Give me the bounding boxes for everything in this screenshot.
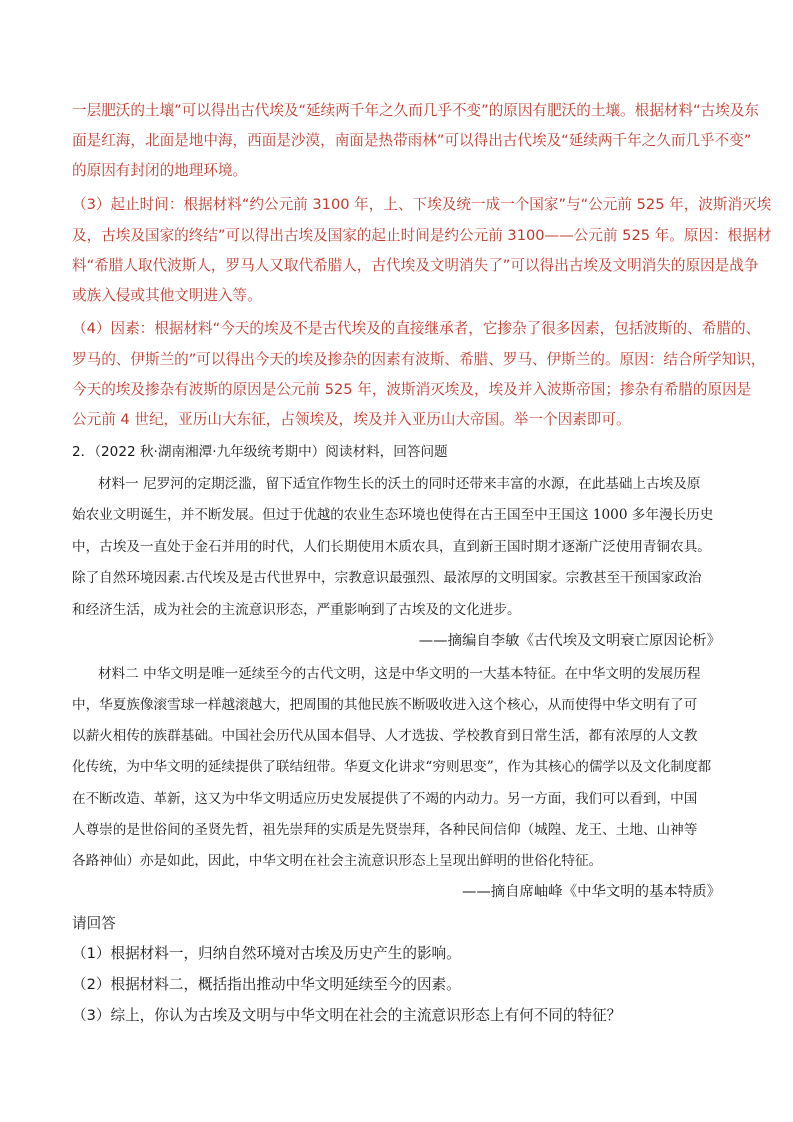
- answer-line: （4）因素：根据材料“今天的埃及不是古代埃及的直接继承者，它掺杂了很多因素，包括波斯的、希腊的、: [72, 320, 761, 337]
- answer-line: 料“希腊人取代波斯人，罗马人又取代希腊人，古代埃及文明消失了”可以得出古埃及文明消失的原因是战争: [72, 257, 759, 274]
- material-source: ——摘编自李敏《古代埃及文明衰亡原因论析》: [418, 633, 721, 649]
- material-line: 人尊崇的是世俗间的圣贤先哲，祖先崇拜的实质是先贤崇拜，各种民间信仰（城隍、龙王、土地、山神等: [72, 822, 698, 838]
- sub-question: （3）综上，你认为古埃及文明与中华文明在社会的主流意识形态上有何不同的特征？: [72, 1007, 622, 1024]
- material-line: 始农业文明诞生，并不断发展。但过于优越的农业生态环境也使得在古王国至中王国这 1000 多年漫长历史: [72, 507, 714, 523]
- answer-line: 或族入侵或其他文明进入等。: [72, 287, 262, 304]
- material-source: ——摘自席岫峰《中华文明的基本特质》: [461, 884, 721, 900]
- material-line: 化传统，为中华文明的延续提供了联结纽带。华夏文化讲求“穷则思变”，作为其核心的儒学以及文化制度都: [72, 759, 712, 775]
- answer-line: 罗马的、伊斯兰的”可以得出今天的埃及掺杂的因素有波斯、希腊、罗马、伊斯兰的。原因：结合所学知识，: [72, 351, 766, 368]
- material-line: 材料一 尼罗河的定期泛滥，留下适宜作物生长的沃土的同时还带来丰富的水源，在此基础上古埃及原: [98, 476, 701, 492]
- question-header: 2．（2022 秋·湖南湘潭·九年级统考期中）阅读材料，回答问题: [72, 444, 448, 460]
- material-line: 除了自然环境因素.古代埃及是古代世界中，宗教意识最强烈、最浓厚的文明国家。宗教甚至干预国家政治: [72, 570, 702, 586]
- material-line: 各路神仙）亦是如此，因此，中华文明在社会主流意识形态上呈现出鲜明的世俗化特征。: [72, 853, 603, 869]
- answer-line: 一层肥沃的土壤”可以得出古代埃及“延续两千年之久而几乎不变”的原因有肥沃的土壤。根据材料“古埃及东: [72, 102, 759, 119]
- material-line: 和经济生活，成为社会的主流意识形态，严重影响到了古埃及的文化进步。: [72, 602, 521, 618]
- answer-line: 的原因有封闭的地理环境。: [72, 162, 248, 179]
- sub-question: （2）根据材料二，概括指出推动中华文明延续至今的因素。: [72, 976, 461, 993]
- answer-line: 面是红海，北面是地中海，西面是沙漠，南面是热带雨林”可以得出古代埃及“延续两千年之久而几乎不变”: [72, 132, 752, 149]
- question-prompt: 请回答: [72, 915, 116, 932]
- answer-line: 今天的埃及掺杂有波斯的原因是公元前 525 年，波斯消灭埃及，埃及并入波斯帝国；掺杂有希腊的原因是: [72, 381, 752, 398]
- material-line: 中，华夏族像滚雪球一样越滚越大，把周围的其他民族不断吸收进入这个核心，从而使得中华文明有了可: [72, 697, 698, 713]
- answer-line: （3）起止时间：根据材料“约公元前 3100 年，上、下埃及统一成一个国家”与“公元前 525 年，波斯消灭埃: [72, 196, 772, 213]
- material-line: 以薪火相传的族群基础。中国社会历代从国本倡导、人才选拔、学校教育到日常生活，都有浓厚的人文教: [72, 728, 698, 744]
- sub-question: （1）根据材料一，归纳自然环境对古埃及历史产生的影响。: [72, 945, 461, 962]
- material-line: 中，古埃及一直处于金石并用的时代，人们长期使用木质农具，直到新王国时期才逐渐广泛使用青铜农具。: [72, 539, 711, 555]
- answer-line: 公元前 4 世纪，亚历山大东征，占领埃及，埃及并入亚历山大帝国。举一个因素即可。: [72, 411, 631, 428]
- material-line: 材料二 中华文明是唯一延续至今的古代文明，这是中华文明的一大基本特征。在中华文明的发展历程: [98, 666, 701, 682]
- material-line: 在不断改造、革新，这又为中华文明适应历史发展提供了不竭的内动力。另一方面，我们可以看到，中国: [72, 791, 698, 807]
- answer-line: 及，古埃及国家的终结”可以得出古埃及国家的起止时间是约公元前 3100——公元前 525 年。原因：根据材: [72, 227, 772, 244]
